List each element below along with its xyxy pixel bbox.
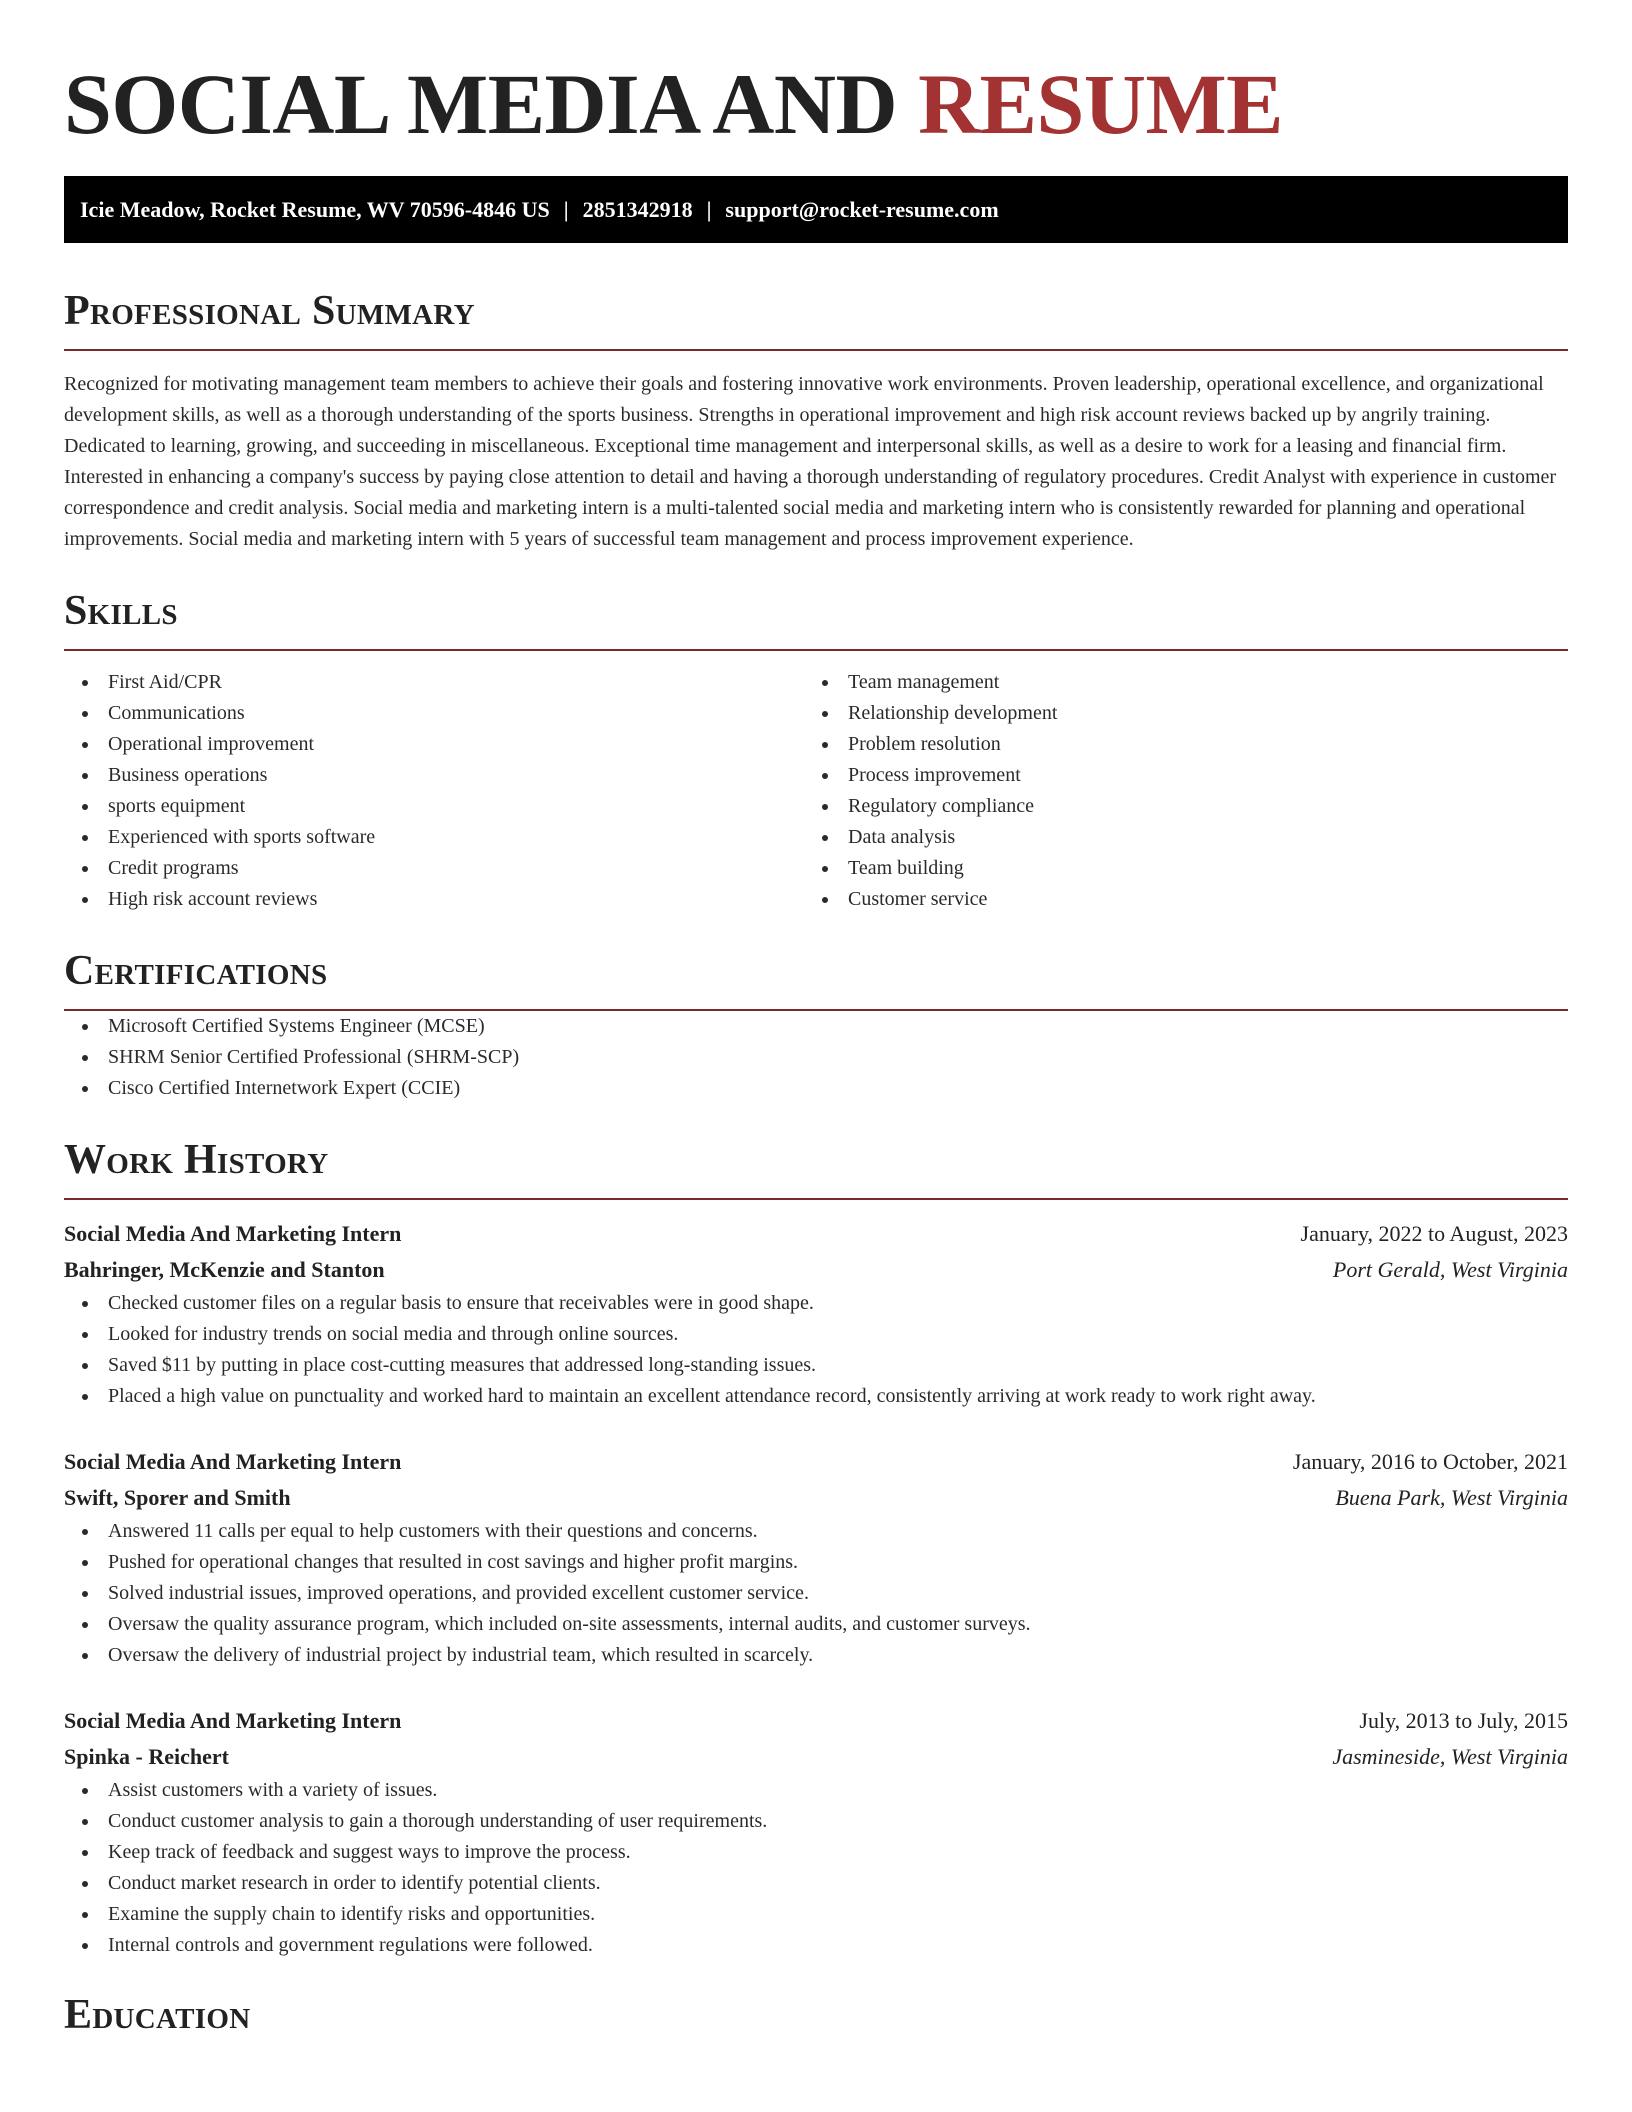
skill-item: sports equipment — [64, 791, 804, 822]
job-header — [64, 1703, 1568, 1739]
contact-bar — [64, 176, 1568, 243]
certification-item: Microsoft Certified Systems Engineer (MCSE) — [64, 1011, 1568, 1042]
job-role: Social Media And Marketing Intern — [64, 1449, 402, 1474]
skill-item: Problem resolution — [804, 729, 1544, 760]
job-subheader — [64, 1480, 1568, 1516]
job-duty: Keep track of feedback and suggest ways to improve the process. — [64, 1837, 1568, 1868]
job-duty: Checked customer files on a regular basis to ensure that receivables were in good shape. — [64, 1288, 1568, 1319]
job-duty: Placed a high value on punctuality and worked hard to maintain an excellent attendance record, consistently arriving at work ready to work right away. — [64, 1381, 1568, 1412]
job-header — [64, 1216, 1568, 1252]
section-divider — [64, 1198, 1568, 1200]
skill-item: Data analysis — [804, 822, 1544, 853]
job-duty: Conduct customer analysis to gain a thorough understanding of user requirements. — [64, 1806, 1568, 1837]
skill-item: Experienced with sports software — [64, 822, 804, 853]
job-duty: Conduct market research in order to identify potential clients. — [64, 1868, 1568, 1899]
skill-item: Process improvement — [804, 760, 1544, 791]
skill-item: Team building — [804, 853, 1544, 884]
skills-grid — [64, 667, 1568, 915]
summary-heading: Professional Summary — [64, 288, 475, 334]
job-duties — [64, 1288, 1568, 1412]
job-company: Spinka - Reichert — [64, 1744, 229, 1769]
job-subheader — [64, 1252, 1568, 1288]
certifications-section — [64, 945, 1568, 1104]
certification-item: Cisco Certified Internetwork Expert (CCIE) — [64, 1073, 1568, 1104]
resume-title — [64, 54, 1568, 154]
contact-address: Icie Meadow, Rocket Resume, WV 70596-4846 US — [80, 197, 550, 222]
job-duty: Answered 11 calls per equal to help customers with their questions and concerns. — [64, 1516, 1568, 1547]
job-header — [64, 1444, 1568, 1480]
job-duty: Internal controls and government regulations were followed. — [64, 1930, 1568, 1961]
education-section — [64, 1989, 1568, 2041]
job-role: Social Media And Marketing Intern — [64, 1708, 402, 1733]
certifications-heading: Certifications — [64, 948, 328, 994]
skill-item: Team management — [804, 667, 1544, 698]
job-duties — [64, 1516, 1568, 1671]
skill-item: Operational improvement — [64, 729, 804, 760]
skill-item: Regulatory compliance — [804, 791, 1544, 822]
skill-item: Credit programs — [64, 853, 804, 884]
work-history-section — [64, 1134, 1568, 1961]
section-divider — [64, 649, 1568, 651]
job-role: Social Media And Marketing Intern — [64, 1221, 402, 1246]
title-accent: RESUME — [918, 56, 1283, 152]
education-heading: Education — [64, 1992, 251, 2038]
job-entry — [64, 1444, 1568, 1671]
job-duty: Oversaw the delivery of industrial project by industrial team, which resulted in scarcely. — [64, 1640, 1568, 1671]
contact-separator: | — [706, 197, 712, 222]
skill-item: High risk account reviews — [64, 884, 804, 915]
work-history-heading: Work History — [64, 1137, 329, 1183]
summary-section — [64, 285, 1568, 555]
summary-text: Recognized for motivating management team members to achieve their goals and fostering innovative work environments. Proven leadership, operational excellence, and organizational development skills, as well as a thorough understanding of the sports business. Strengths in operational improvement and high risk account reviews backed up by angrily training. Dedicated to learning, growing, and succeeding in miscellaneous. Exceptional time management and interpersonal skills, as well as a desire to work for a leasing and financial firm. Interested in enhancing a company's success by paying close attention to detail and having a thorough understanding of regulatory procedures. Credit Analyst with experience in customer correspondence and credit analysis. Social media and marketing intern is a multi-talented social media and marketing intern who is consistently rewarded for planning and operational improvements. Social media and marketing intern with 5 years of successful team management and process improvement experience. — [64, 373, 1557, 550]
job-duty: Assist customers with a variety of issues. — [64, 1775, 1568, 1806]
job-entry — [64, 1703, 1568, 1961]
certification-item: SHRM Senior Certified Professional (SHRM-SCP) — [64, 1042, 1568, 1073]
job-subheader — [64, 1739, 1568, 1775]
contact-separator: | — [563, 197, 569, 222]
resume-page — [64, 0, 1568, 2041]
certifications-list — [64, 1011, 1568, 1104]
contact-email: support@rocket-resume.com — [725, 197, 999, 222]
job-dates: January, 2022 to August, 2023 — [1300, 1221, 1568, 1246]
contact-phone: 2851342918 — [582, 197, 693, 222]
skill-item: Communications — [64, 698, 804, 729]
job-company: Swift, Sporer and Smith — [64, 1485, 291, 1510]
job-duties — [64, 1775, 1568, 1961]
job-location: Buena Park, West Virginia — [1335, 1485, 1568, 1510]
job-dates: January, 2016 to October, 2021 — [1292, 1449, 1568, 1474]
skills-heading: Skills — [64, 588, 178, 634]
job-duty: Oversaw the quality assurance program, which included on-site assessments, internal audits, and customer surveys. — [64, 1609, 1568, 1640]
job-duty: Pushed for operational changes that resulted in cost savings and higher profit margins. — [64, 1547, 1568, 1578]
job-company: Bahringer, McKenzie and Stanton — [64, 1257, 385, 1282]
job-duty: Examine the supply chain to identify risks and opportunities. — [64, 1899, 1568, 1930]
skill-item: First Aid/CPR — [64, 667, 804, 698]
title-main: SOCIAL MEDIA AND — [64, 56, 898, 152]
job-location: Port Gerald, West Virginia — [1332, 1257, 1568, 1282]
job-duty: Saved $11 by putting in place cost-cutting measures that addressed long-standing issues. — [64, 1350, 1568, 1381]
skills-list-right — [804, 667, 1544, 915]
job-duty: Looked for industry trends on social media and through online sources. — [64, 1319, 1568, 1350]
skills-section — [64, 585, 1568, 915]
skills-list-left — [64, 667, 804, 915]
skill-item: Business operations — [64, 760, 804, 791]
job-entry — [64, 1216, 1568, 1412]
job-location: Jasmineside, West Virginia — [1332, 1744, 1568, 1769]
job-duty: Solved industrial issues, improved operations, and provided excellent customer service. — [64, 1578, 1568, 1609]
skill-item: Customer service — [804, 884, 1544, 915]
section-divider — [64, 349, 1568, 351]
skill-item: Relationship development — [804, 698, 1544, 729]
job-dates: July, 2013 to July, 2015 — [1359, 1708, 1568, 1733]
